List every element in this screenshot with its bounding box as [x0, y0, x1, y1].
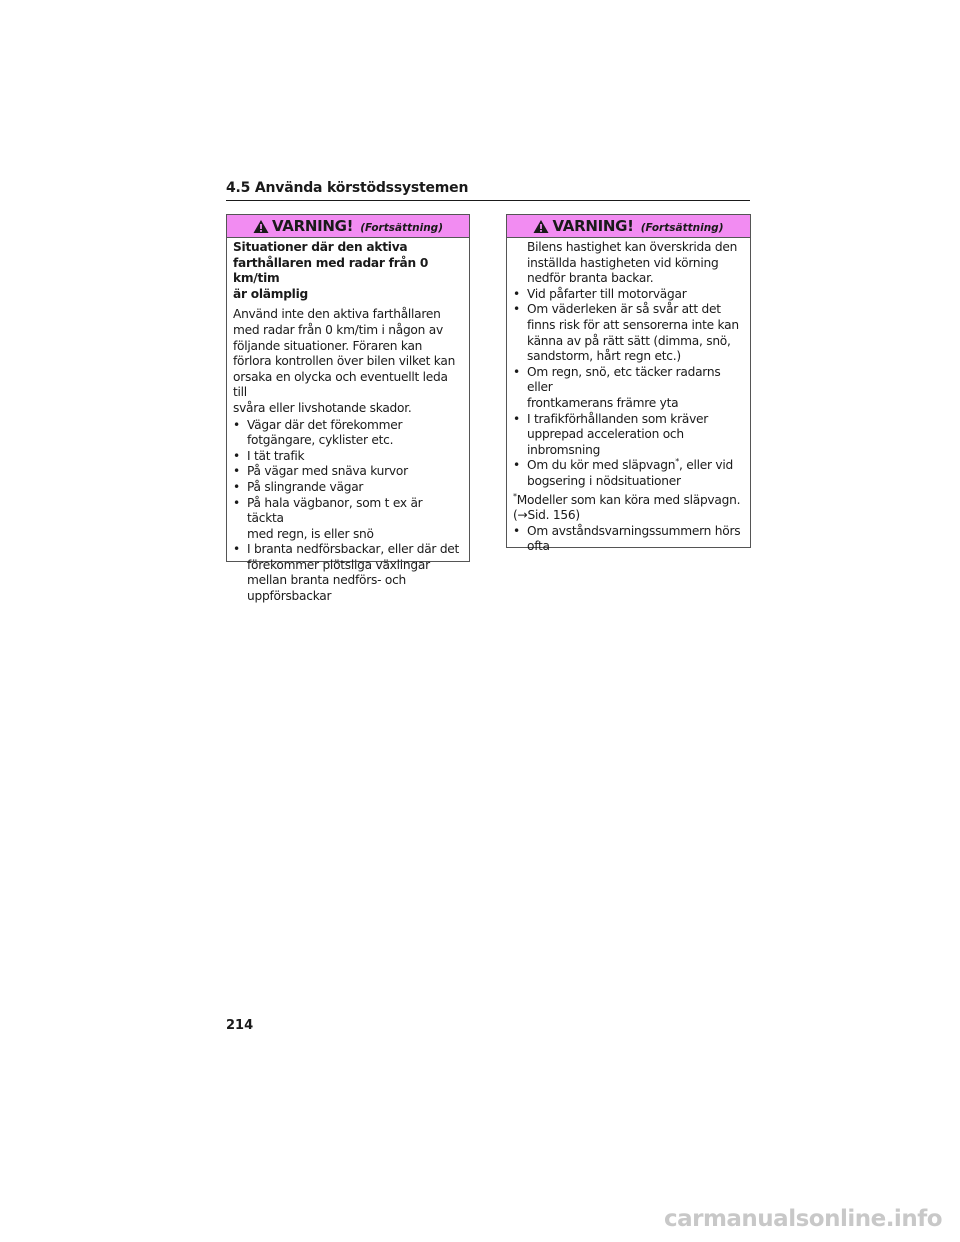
title-line: Situationer där den aktiva	[233, 240, 408, 254]
section-header: 4.5 Använda körstödssystemen	[226, 180, 750, 201]
page-number: 214	[226, 1018, 254, 1033]
warning-title	[233, 240, 461, 302]
warning-paragraph	[233, 307, 461, 416]
list-item-line: • Om avståndsvarningssummern hörs	[527, 523, 741, 538]
warning-box-right	[506, 214, 751, 554]
list-item-line: sandstorm, hårt regn etc.)	[527, 349, 681, 364]
list-item-line: fotgängare, cyklister etc.	[247, 433, 394, 448]
list-item	[233, 496, 461, 543]
continuation-label: (Fortsättning)	[640, 221, 724, 234]
list-item-line: känna av på rätt sätt (dimma, snö,	[527, 333, 731, 348]
list-item-line: inställda hastigheten vid körning	[527, 255, 719, 270]
list-item-line: • På hala vägbanor, som t ex är täckta	[247, 495, 423, 526]
list-item-line: inbromsning	[527, 442, 601, 457]
list-item-line: med regn, is eller snö	[247, 526, 374, 541]
list-item-line: nedför branta backar.	[527, 271, 654, 286]
list-item-line: • På vägar med snäva kurvor	[247, 464, 408, 479]
list-item	[513, 524, 742, 555]
list-item-line: • I tät trafik	[247, 448, 305, 463]
title-line: farthållaren med radar från 0 km/tim	[233, 255, 429, 286]
footnote-marker: *	[675, 457, 679, 467]
list-item	[233, 542, 461, 604]
warning-label: VARNING!	[271, 217, 354, 235]
list-item-line: finns risk för att sensorerna inte kan	[527, 317, 739, 332]
text-fragment: Modeller som kan köra med släpvagn.	[516, 492, 741, 507]
list-item-line: • På slingrande vägar	[247, 479, 364, 494]
warning-label: VARNING!	[552, 217, 634, 235]
list-item-line: förekommer plötsliga växlingar	[247, 557, 430, 572]
warning-body	[507, 238, 750, 561]
warning-box-left	[226, 214, 470, 604]
continuation-label: (Fortsättning)	[360, 221, 443, 234]
list-item-line	[527, 458, 742, 474]
list-item-line: • Om väderleken är så svår att det	[527, 302, 721, 317]
list-item	[233, 449, 461, 465]
title-line: är olämplig	[233, 286, 309, 301]
list-item	[513, 287, 742, 303]
list-item-line: ofta	[527, 539, 550, 554]
warning-triangle-icon	[253, 219, 269, 234]
list-item	[233, 480, 461, 496]
list-item-line: mellan branta nedförs- och	[247, 573, 406, 588]
list-item-line: Bilens hastighet kan överskrida den	[527, 240, 738, 254]
paragraph-line: Använd inte den aktiva farthållaren	[233, 307, 441, 322]
list-item-line: bogsering i nödsituationer	[527, 473, 681, 488]
situation-list	[513, 240, 742, 490]
page-reference: (→Sid. 156)	[513, 508, 580, 523]
situation-list	[233, 418, 461, 605]
list-item-line: upprepad acceleration och	[527, 427, 684, 442]
list-item	[513, 412, 742, 459]
list-item-line: frontkamerans främre yta	[527, 395, 679, 410]
list-item	[513, 365, 742, 412]
text-fragment: , eller vid	[678, 458, 733, 473]
list-item-line: • Vid påfarter till motorvägar	[527, 286, 687, 301]
list-item-trailer	[513, 458, 742, 489]
warning-header	[227, 215, 469, 238]
footnote-marker: *	[513, 491, 517, 501]
list-item-continued	[513, 240, 742, 287]
warning-header	[507, 215, 750, 238]
text-fragment: Om du kör med släpvagn	[527, 458, 676, 473]
paragraph-line: förlora kontrollen över bilen vilket kan	[233, 354, 456, 369]
paragraph-line: följande situationer. Föraren kan	[233, 338, 423, 353]
footnote	[513, 493, 742, 524]
list-item	[233, 418, 461, 449]
list-item-line: • I trafikförhållanden som kräver	[527, 411, 709, 426]
list-item-line: • Vägar där det förekommer	[247, 417, 403, 432]
list-item	[233, 464, 461, 480]
footnote-line	[513, 493, 742, 509]
paragraph-line: med radar från 0 km/tim i någon av	[233, 322, 443, 337]
list-item-line: • I branta nedförsbackar, eller där det	[247, 542, 460, 557]
list-item-line: uppförsbackar	[247, 589, 332, 604]
list-item-line: • Om regn, snö, etc täcker radarns eller	[527, 364, 721, 395]
paragraph-line: orsaka en olycka och eventuellt leda till	[233, 369, 448, 400]
situation-list-continued	[513, 524, 742, 555]
warning-triangle-icon	[533, 219, 549, 234]
list-item	[513, 302, 742, 364]
watermark: carmanualsonline.info	[663, 1206, 942, 1232]
paragraph-line: svåra eller livshotande skador.	[233, 400, 412, 415]
warning-body	[227, 238, 469, 611]
